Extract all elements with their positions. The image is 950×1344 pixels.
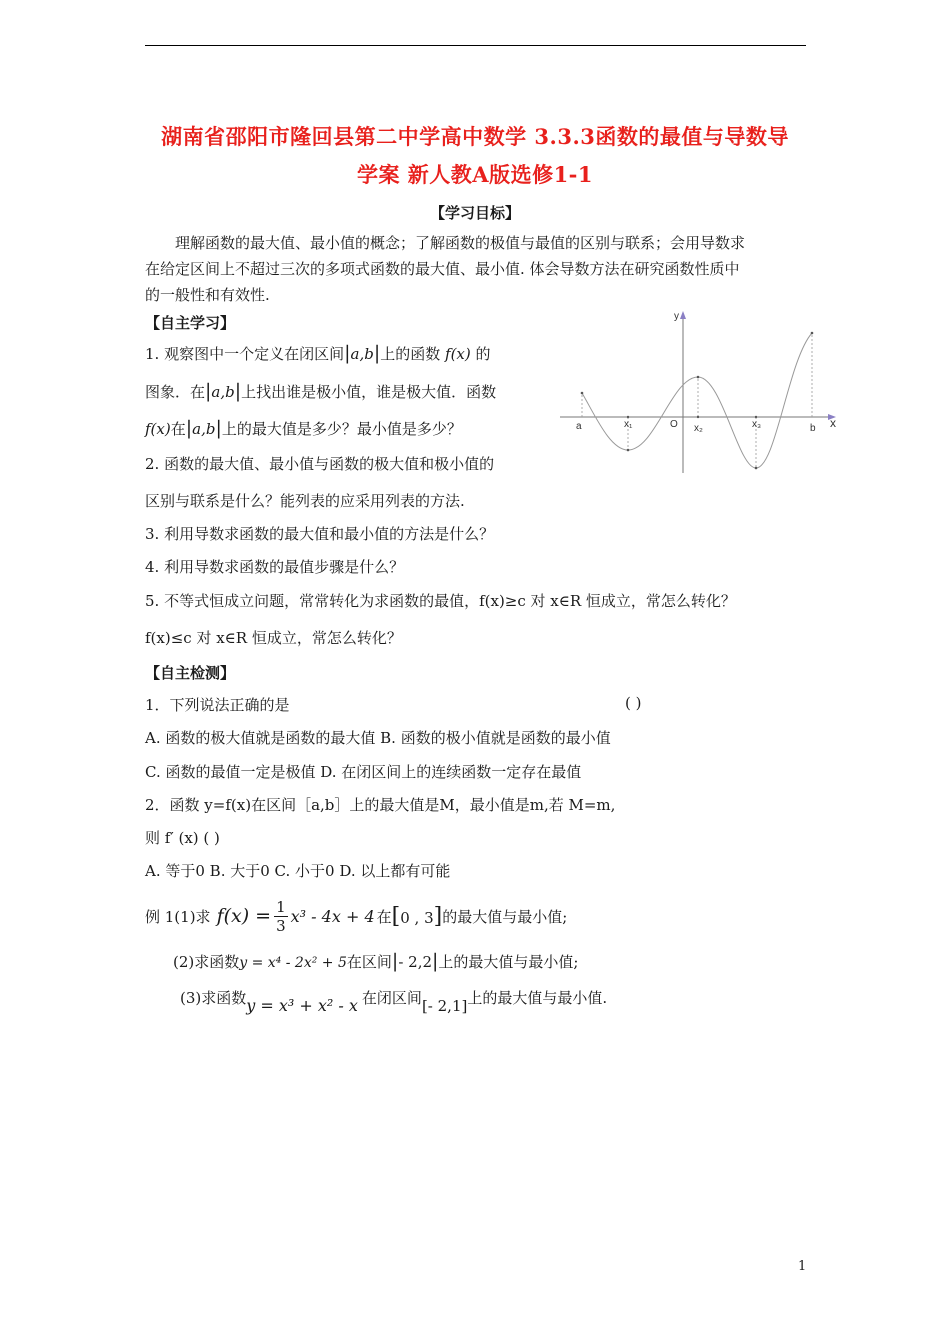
fraction-one-third: $\frac{1}{3}$ — [276, 897, 286, 935]
doc-title-line2: 学案 新人教A版选修1-1 — [356, 162, 594, 187]
point-max1 — [697, 376, 700, 379]
example-1-3: (3)求函数y = x³ + x² - x 在闭区间[- 2,1]上的最大值与最小值. — [180, 989, 608, 1015]
check-q1-stem: 1．下列说法正确的是 — [145, 696, 290, 714]
q5-line-2: f(x)≤c 对 x∈R 恒成立，常怎么转化？ — [145, 629, 402, 647]
y-axis-arrow-icon — [680, 311, 686, 319]
label-x3: x₃ — [752, 419, 762, 430]
tick-x2 — [697, 416, 699, 418]
q1-line-2: 图象．在|a,b|上找出谁是极小值，谁是极大值．函数 — [145, 380, 497, 402]
tick-x3 — [755, 416, 757, 418]
q1-line-1: 1. 观察图中一个定义在闭区间|a,b|上的函数 f(x) 的 — [145, 342, 491, 364]
self-check-heading: 【自主检测】 — [145, 664, 236, 682]
function-curve — [582, 333, 812, 468]
point-b — [811, 332, 814, 335]
q1-line-3: f(x)在|a,b|上的最大值是多少？最小值是多少？ — [145, 417, 462, 439]
point-min1 — [627, 449, 630, 452]
tick-x1 — [627, 416, 629, 418]
self-study-heading: 【自主学习】 — [145, 314, 236, 332]
check-q2-line-2: 则 f′ (x) ( ) — [145, 829, 220, 847]
label-y: y — [674, 311, 679, 322]
goals-line-2: 在给定区间上不超过三次的多项式函数的最大值、最小值. 体会导数方法在研究函数性质中 — [145, 260, 740, 278]
label-x1: x₁ — [624, 419, 633, 430]
q4-line: 4. 利用导数求函数的最值步骤是什么？ — [145, 558, 405, 576]
example-1-1: 例 1(1)求 f(x) = $\frac{1}{3}$ x³ - 4x + 4 在 [0 , 3] 的最大值与最小值; — [145, 897, 568, 935]
point-a — [581, 392, 584, 395]
check-q2-line-1: 2．函数 y=f(x)在区间［a,b］上的最大值是M，最小值是m,若 M=m, — [145, 796, 616, 814]
example-1-2: (2)求函数y = x⁴ - 2x² + 5在区间|- 2,2|上的最大值与最小值; — [173, 950, 579, 972]
doc-title-line1: 湖南省邵阳市隆回县第二中学高中数学 3.3.3函数的最值与导数导 — [161, 124, 789, 149]
check-q1-paren: ( ) — [625, 694, 642, 712]
page-number: 1 — [798, 1259, 807, 1274]
check-q1-options-1: A. 函数的极大值就是函数的最大值 B. 函数的极小值就是函数的最小值 — [145, 729, 611, 747]
check-q2-options: A. 等于0 B. 大于0 C. 小于0 D. 以上都有可能 — [145, 862, 451, 880]
header-rule — [145, 45, 806, 46]
function-graph-figure — [560, 305, 850, 480]
check-q1-options-2: C. 函数的最值一定是极值 D. 在闭区间上的连续函数一定存在最值 — [145, 763, 582, 781]
label-x: x — [830, 416, 836, 430]
label-b: b — [810, 423, 816, 434]
goals-line-1: 理解函数的最大值、最小值的概念；了解函数的极值与最值的区别与联系；会用导数求 — [175, 234, 746, 252]
label-x2: x₂ — [694, 423, 703, 434]
label-a: a — [576, 421, 582, 432]
q5-line-1: 5. 不等式恒成立问题，常常转化为求函数的最值，f(x)≥c 对 x∈R 恒成立，常怎么转化？ — [145, 592, 736, 610]
point-min2 — [755, 467, 758, 470]
label-o: O — [670, 419, 678, 430]
goals-heading: 【学习目标】 — [429, 204, 520, 222]
goals-line-3: 的一般性和有效性. — [145, 286, 270, 304]
q2-line-1: 2. 函数的最大值、最小值与函数的极大值和极小值的 — [145, 455, 495, 473]
q3-line: 3. 利用导数求函数的最大值和最小值的方法是什么？ — [145, 525, 495, 543]
q2-line-2: 区别与联系是什么？能列表的应采用列表的方法. — [145, 492, 465, 510]
